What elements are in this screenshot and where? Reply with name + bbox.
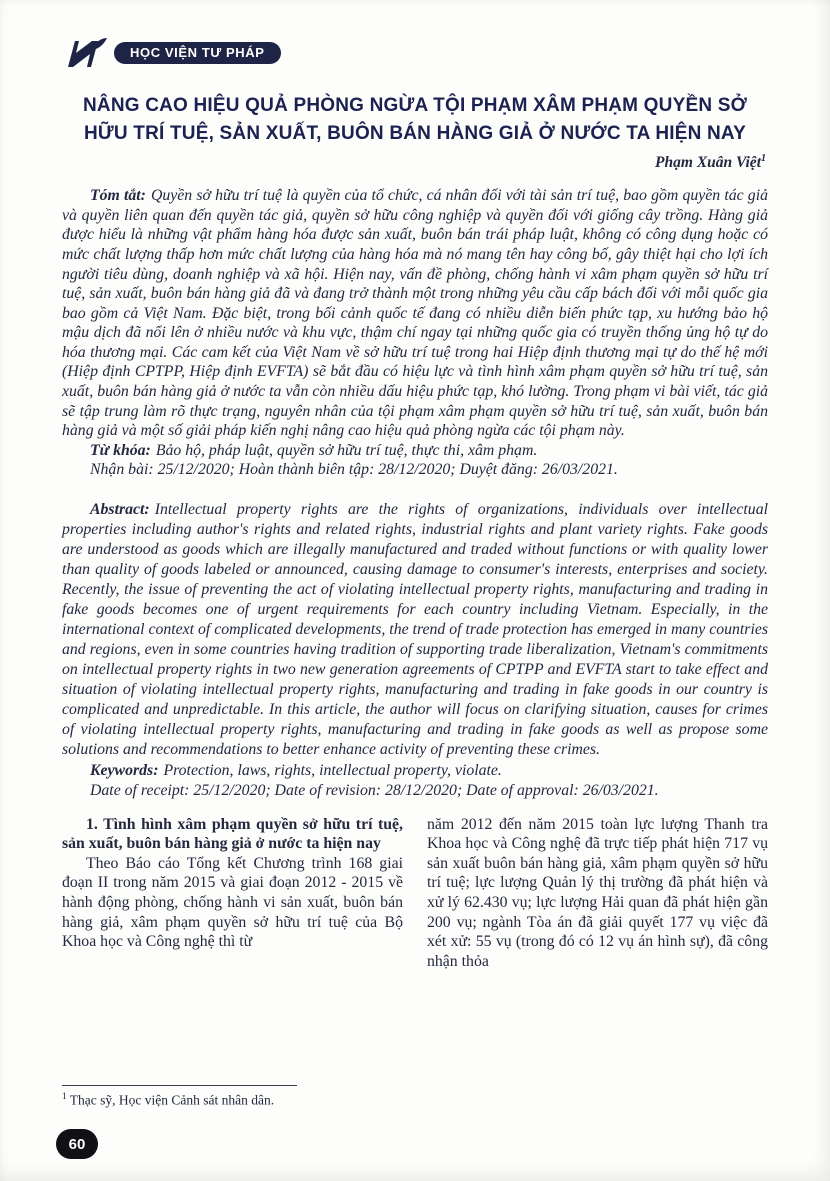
dates-vi-line: Nhận bài: 25/12/2020; Hoàn thành biên tập: 28/12/2020; Duyệt đăng: 26/03/2021.	[90, 461, 618, 479]
body-column-right	[427, 815, 768, 972]
abstract-vi-text: Quyền sở hữu trí tuệ là quyền của tổ chức, cá nhân đối với tài sản trí tuệ, bao gồm quyền tác giả và quyền liên quan đến quyền tác giả, quyền sở hữu công nghiệp và quyền đối với giống cây trồng. Hàng giả được hiểu là những vật phẩm hàng hóa được sản xuất, buôn bán trái pháp luật, không có công dụng hoặc có mức chất lượng thấp hơn mức chất lượng của hàng hóa mà nó mang tên hay công bố, gây thiệt hại cho lợi ích người tiêu dùng, doanh nghiệp và xã hội. Hiện nay, vấn đề phòng, chống hành vi xâm phạm quyền sở hữu trí tuệ, sản xuất, buôn bán hàng giả đã và đang trở thành một trong những yêu cầu cấp bách đối với mỗi quốc gia bao gồm cả Việt Nam. Đặc biệt, trong bối cảnh quốc tế đang có nhiều diễn biến phức tạp, xu hướng bảo hộ mậu dịch đã nổi lên ở nhiều nước và khu vực, thậm chí ngay tại những quốc gia có truyền thống ủng hộ tự do hóa thương mại. Các cam kết của Việt Nam về sở hữu trí tuệ trong hai Hiệp định thương mại tự do thế hệ mới (Hiệp định CPTPP, Hiệp định EVFTA) sẽ bắt đầu có hiệu lực và tình hình xâm phạm quyền sở hữu trí tuệ, sản xuất, buôn bán hàng giả ở nước ta vẫn còn nhiều dấu hiệu phức tạp, khó lường. Trong phạm vi bài viết, tác giả sẽ tập trung làm rõ thực trạng, nguyên nhân của tội phạm xâm phạm quyền sở hữu trí tuệ, sản xuất, buôn bán hàng giả và một số giải pháp kiến nghị nâng cao hiệu quả phòng ngừa các tội phạm này.	[62, 187, 768, 440]
keywords-en-label: Keywords:	[90, 761, 159, 779]
abstract-en-text: Intellectual property rights are the rights of organizations, individuals over intellectual properties including author's rights and related rights, industrial rights and plant variety rights. Fake goods are understood as goods which are illegally manufactured and traded without functions or with quality lower than quality of goods labeled or announced, causing damage to consumer's interests, enterprises and society. Recently, the issue of preventing the act of violating intellectual property rights, manufacturing and trading in fake goods becomes one of urgent requirements for each country including Vietnam. Especially, in the international context of complicated developments, the trend of trade protection has emerged in many countries and regions, even in some countries having tradition of supporting trade liberalization, Vietnam's commitments on intellectual property rights in two new generation agreements of CPTPP and EVFTA start to take effect and situation of violating intellectual property rights, manufacturing and trading in fake goods in our country is complicated and unpredictable. In this article, the author will focus on clarifying situation, causes for crimes of violating intellectual property rights, manufacturing and trading in fake goods as well as propose some solutions and recommendations to better enhance activity of preventing these crimes.	[62, 500, 768, 759]
footnote-marker: 1	[62, 1091, 67, 1102]
keywords-vi-text: Bảo hộ, pháp luật, quyền sở hữu trí tuệ, thực thi, xâm phạm.	[155, 441, 538, 459]
dates-en-line: Date of receipt: 25/12/2020; Date of revision: 28/12/2020; Date of approval: 26/03/2021.	[90, 781, 659, 799]
footnote-divider	[62, 1085, 297, 1086]
body-column-left	[62, 815, 403, 972]
abstract-english	[62, 500, 768, 801]
footnote-text-line	[62, 1091, 492, 1109]
author-name: Phạm Xuân Việt	[655, 154, 761, 172]
page-number: 60	[68, 1135, 86, 1153]
abstract-vi-paragraph	[62, 186, 768, 441]
body-right-paragraph: năm 2012 đến năm 2015 toàn lực lượng Thanh tra Khoa học và Công nghệ đã trực tiếp phát hiện 717 vụ sản xuất buôn bán hàng giả, xâm phạm quyền sở hữu trí tuệ; lực lượng Quản lý thị trường đã phát hiện và xử lý 62.430 vụ; lực lượng Hải quan đã phát hiện gần 200 vụ; ngành Tòa án đã giải quyết 177 vụ việc đã xét xử: 55 vụ (trong đó có 12 vụ án hình sự), đã công nhận thỏa	[427, 815, 768, 970]
page-number-badge	[56, 1129, 98, 1159]
author-footnote-marker: 1	[761, 153, 766, 165]
abstract-vi-label: Tóm tắt:	[90, 187, 146, 205]
body-columns	[62, 815, 768, 972]
author-line	[62, 153, 766, 172]
footnote	[62, 1085, 492, 1109]
academy-badge-label: HỌC VIỆN TƯ PHÁP	[130, 44, 265, 60]
abstract-vietnamese	[62, 186, 768, 480]
abstract-en-paragraph	[62, 500, 768, 761]
body-left-paragraph: Theo Báo cáo Tổng kết Chương trình 168 giai đoạn II trong năm 2015 và giai đoạn 2012 - 2015 về hành động phòng, chống hành vi sản xuất, buôn bán hàng giả, xâm phạm quyền sở hữu trí tuệ của Bộ Khoa học và Công nghệ thì từ	[62, 854, 403, 951]
abstract-en-label: Abstract:	[90, 500, 150, 518]
section-1-heading: 1. Tình hình xâm phạm quyền sở hữu trí tuệ, sản xuất, buôn bán hàng giả ở nước ta hiện nay	[62, 815, 403, 853]
keywords-vi-label: Từ khóa:	[90, 441, 151, 459]
masthead	[62, 36, 768, 70]
academy-logo-icon	[62, 37, 108, 69]
academy-badge	[114, 42, 281, 65]
keywords-en-text: Protection, laws, rights, intellectual property, violate.	[163, 761, 502, 779]
keywords-en-line	[62, 761, 768, 781]
article-title: NÂNG CAO HIỆU QUẢ PHÒNG NGỪA TỘI PHẠM XÂM PHẠM QUYỀN SỞ HỮU TRÍ TUỆ, SẢN XUẤT, BUÔN BÁN HÀNG GIẢ Ở NƯỚC TA HIỆN NAY	[82, 95, 747, 144]
footnote-text: Thạc sỹ, Học viện Cảnh sát nhân dân.	[69, 1092, 275, 1108]
keywords-vi-line	[62, 441, 768, 461]
